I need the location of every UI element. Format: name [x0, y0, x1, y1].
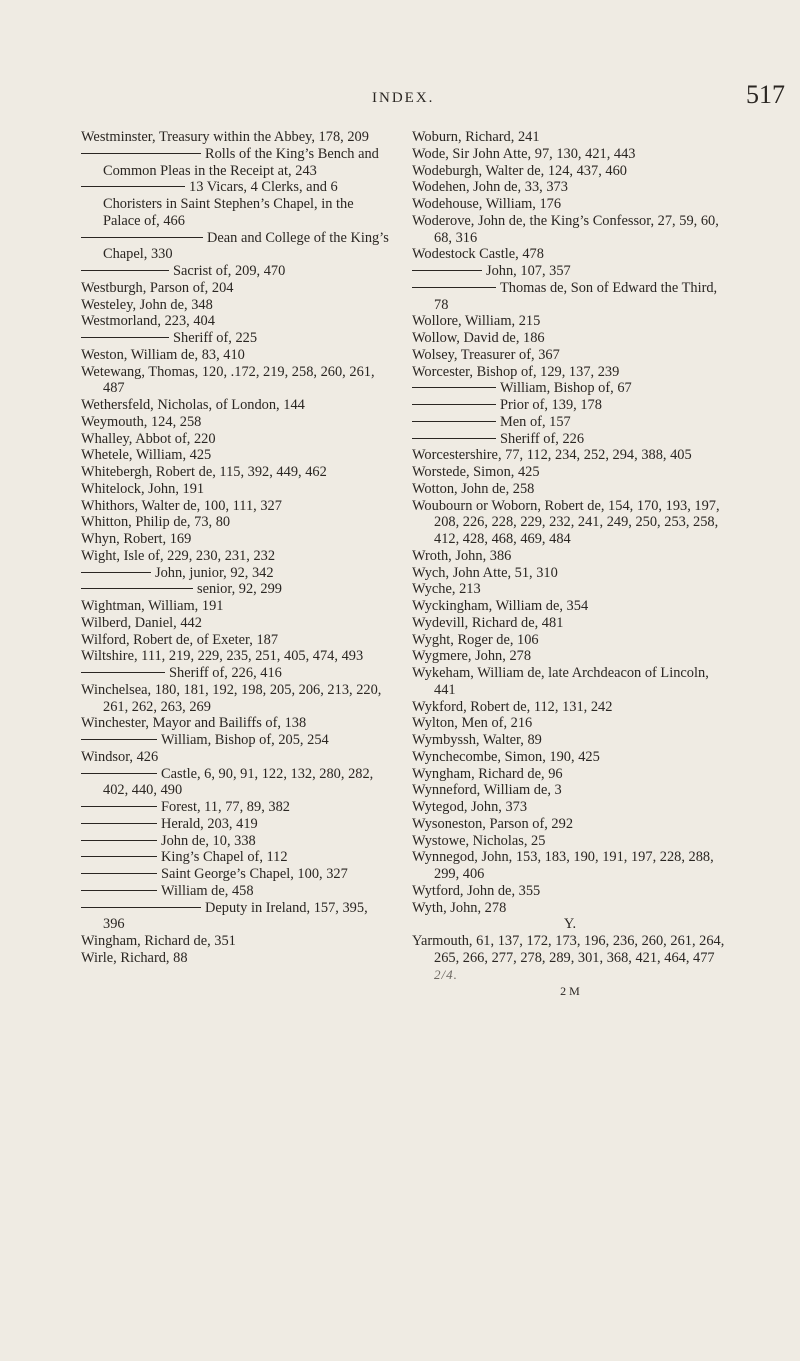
entry-text: Wytford, John de, 355 — [412, 882, 541, 899]
index-subentry — [81, 230, 389, 264]
entry-text: Whitebergh, Robert de, 115, 392, 449, 462 — [81, 464, 327, 480]
index-subentry — [412, 397, 728, 414]
entry-text: Worstede, Simon, 425 — [412, 464, 540, 480]
index-entry — [81, 129, 389, 146]
entry-text: Wetewang, Thomas, 120, .172, 219, 258, 260, 261, 487 — [81, 363, 375, 397]
index-subentry — [81, 766, 389, 800]
entry-text: Sheriff of, 225 — [173, 330, 258, 346]
entry-text: Wymbyssh, Walter, 89 — [412, 732, 542, 748]
entry-text: Wylton, Men of, 216 — [412, 715, 533, 732]
entry-text: Whitelock, John, 191 — [81, 480, 205, 497]
entry-text: Sheriff of, 226 — [500, 430, 585, 447]
ditto-rule — [81, 588, 193, 589]
index-entry — [412, 481, 728, 498]
entry-text: Wight, Isle of, 229, 230, 231, 232 — [81, 547, 276, 564]
entry-text: Saint George’s Chapel, 100, 327 — [161, 866, 348, 882]
entry-text: Whalley, Abbot of, 220 — [81, 430, 216, 447]
entry-text: Wyth, John, 278 — [412, 899, 507, 916]
index-subentry — [81, 900, 389, 934]
index-entry — [412, 665, 728, 699]
index-entry — [412, 816, 728, 833]
entry-text: Woubourn or Woborn, Robert de, 154, 170, 193, 197, 208, 226, 228, 229, 232, 241, 249, 250, 253, 258, 412, 428, 468, 469, 484 — [412, 497, 720, 547]
index-entry — [412, 246, 728, 263]
index-subentry — [81, 816, 389, 833]
index-subentry — [412, 280, 728, 314]
entry-text: Y. — [563, 916, 577, 933]
entry-text: 13 Vicars, 4 Clerks, and 6 Choristers in Saint Stephen’s Chapel, in the Palace of, 466 — [103, 179, 354, 229]
ditto-rule — [412, 404, 496, 405]
ditto-rule — [81, 572, 151, 573]
index-entry — [412, 883, 728, 900]
ditto-rule — [412, 287, 496, 288]
entry-text: Worcestershire, 77, 112, 234, 252, 294, 388, 405 — [412, 447, 692, 464]
entry-text: Westminster, Treasury within the Abbey, 178, 209 — [81, 129, 369, 145]
ditto-rule — [81, 890, 157, 891]
ditto-rule — [81, 873, 157, 874]
entry-text: John, 107, 357 — [486, 263, 571, 279]
ditto-rule — [81, 739, 157, 740]
page-number: 517 — [746, 80, 785, 109]
entry-text: Winchelsea, 180, 181, 192, 198, 205, 206, 213, 220, 261, 262, 263, 269 — [81, 681, 382, 715]
entry-text: Wodeburgh, Walter de, 124, 437, 460 — [412, 162, 627, 179]
entry-text: Woderove, John de, the King’s Confessor, 27, 59, 60, 68, 316 — [412, 212, 719, 246]
index-entry — [81, 397, 389, 414]
entry-text: William de, 458 — [161, 882, 254, 899]
index-entry — [412, 782, 728, 799]
index-subentry — [81, 866, 389, 883]
index-subentry — [81, 581, 389, 598]
entry-text: Men of, 157 — [500, 413, 571, 430]
entry-text: Wollore, William, 215 — [412, 313, 541, 330]
entry-text: Wolsey, Treasurer of, 367 — [412, 346, 560, 363]
index-entry — [81, 682, 389, 716]
index-subentry — [412, 431, 728, 448]
index-entry — [81, 615, 389, 632]
entry-text: Whithors, Walter de, 100, 111, 327 — [81, 497, 282, 514]
ditto-rule — [81, 672, 165, 673]
index-entry — [81, 280, 389, 297]
entry-text: William, Bishop of, 205, 254 — [161, 732, 329, 748]
index-subentry — [81, 665, 389, 682]
signature-mark — [412, 983, 728, 1000]
entry-text: Prior of, 139, 178 — [500, 397, 602, 413]
index-entry — [81, 464, 389, 481]
index-entry — [81, 347, 389, 364]
ditto-rule — [412, 387, 496, 388]
index-entry — [81, 297, 389, 314]
index-subentry — [81, 799, 389, 816]
entry-text: King’s Chapel of, 112 — [161, 849, 288, 866]
index-column-left — [81, 129, 389, 967]
entry-text: Westburgh, Parson of, 204 — [81, 279, 234, 296]
entry-text: Wilford, Robert de, of Exeter, 187 — [81, 631, 279, 648]
entry-text: Westmorland, 223, 404 — [81, 313, 215, 330]
entry-text: Wiltshire, 111, 219, 229, 235, 251, 405, 474, 493 — [81, 648, 364, 665]
entry-text: Wynneford, William de, 3 — [412, 782, 562, 799]
handwritten-note: 2/4. — [434, 966, 458, 982]
entry-text: Wytegod, John, 373 — [412, 799, 528, 815]
index-entry — [412, 213, 728, 247]
ditto-rule — [81, 823, 157, 824]
entry-text: Yarmouth, 61, 137, 172, 173, 196, 236, 260, 261, 264, 265, 266, 277, 278, 289, 301, 368, 421, 464, 477 — [412, 933, 725, 966]
ditto-rule — [81, 337, 169, 338]
entry-text: Wirle, Richard, 88 — [81, 949, 188, 966]
entry-text: Weston, William de, 83, 410 — [81, 346, 245, 363]
ditto-rule — [81, 856, 157, 857]
ditto-rule — [81, 186, 185, 187]
index-entry — [412, 766, 728, 783]
index-entry — [412, 799, 728, 816]
entry-text: John, junior, 92, 342 — [155, 564, 274, 581]
entry-text: Wodehouse, William, 176 — [412, 196, 562, 212]
index-entry — [81, 414, 389, 431]
ditto-rule — [81, 907, 201, 908]
index-subentry — [81, 146, 389, 180]
index-entry — [412, 464, 728, 481]
index-entry — [412, 146, 728, 163]
entry-text: Wynnegod, John, 153, 183, 190, 191, 197, 228, 288, 299, 406 — [412, 849, 714, 882]
index-subentry — [412, 263, 728, 280]
index-subentry — [81, 883, 389, 900]
index-entry — [412, 330, 728, 347]
index-entry — [412, 548, 728, 565]
index-subentry — [81, 565, 389, 582]
entry-text: Winchester, Mayor and Bailiffs of, 138 — [81, 715, 307, 732]
entry-text: Windsor, 426 — [81, 748, 159, 765]
entry-text: Whitton, Philip de, 73, 80 — [81, 514, 231, 531]
index-entry — [81, 933, 389, 950]
index-entry — [412, 715, 728, 732]
index-entry — [412, 347, 728, 364]
entry-text: Woburn, Richard, 241 — [412, 129, 540, 145]
ditto-rule — [81, 840, 157, 841]
index-entry — [412, 632, 728, 649]
entry-text: Wilberd, Daniel, 442 — [81, 614, 202, 631]
ditto-rule — [81, 773, 157, 774]
ditto-rule — [412, 438, 496, 439]
entry-text: Wodehen, John de, 33, 373 — [412, 179, 568, 196]
entry-text: Sacrist of, 209, 470 — [173, 263, 286, 279]
index-subentry — [81, 263, 389, 280]
entry-text: Sheriff of, 226, 416 — [169, 665, 282, 681]
entry-text: John de, 10, 338 — [161, 832, 256, 849]
index-entry — [81, 648, 389, 665]
entry-text: Whetele, William, 425 — [81, 447, 212, 464]
index-entry — [412, 196, 728, 213]
index-entry — [412, 447, 728, 464]
index-entry — [81, 715, 389, 732]
entry-text: Westeley, John de, 348 — [81, 296, 213, 313]
index-entry — [412, 581, 728, 598]
ditto-rule — [81, 806, 157, 807]
index-entry — [81, 514, 389, 531]
index-entry — [412, 179, 728, 196]
index-entry — [81, 498, 389, 515]
index-entry — [412, 900, 728, 917]
entry-text: Wysoneston, Parson of, 292 — [412, 815, 574, 832]
index-entry — [81, 431, 389, 448]
index-entry — [412, 615, 728, 632]
entry-text: Wroth, John, 386 — [412, 547, 512, 564]
index-entry — [81, 364, 389, 398]
index-entry — [412, 749, 728, 766]
index-entry — [412, 833, 728, 850]
index-entry — [412, 648, 728, 665]
index-subentry — [81, 179, 389, 229]
entry-text: Wyngham, Richard de, 96 — [412, 765, 563, 782]
index-subentry — [81, 849, 389, 866]
entry-text: Wykford, Robert de, 112, 131, 242 — [412, 698, 613, 715]
page-header — [0, 76, 800, 110]
index-entry — [81, 313, 389, 330]
entry-text: Wystowe, Nicholas, 25 — [412, 832, 546, 849]
index-entry — [81, 950, 389, 967]
entry-text: Forest, 11, 77, 89, 382 — [161, 799, 290, 815]
index-subentry — [412, 380, 728, 397]
index-entry — [412, 498, 728, 548]
index-subentry — [81, 330, 389, 347]
entry-text: 2 M — [560, 984, 580, 999]
ditto-rule — [412, 421, 496, 422]
entry-text: Wethersfeld, Nicholas, of London, 144 — [81, 397, 305, 413]
ditto-rule — [81, 237, 203, 238]
ditto-rule — [81, 153, 201, 154]
entry-text: Wych, John Atte, 51, 310 — [412, 564, 558, 581]
entry-text: Wygmere, John, 278 — [412, 648, 532, 665]
index-entry — [81, 548, 389, 565]
entry-text: Wydevill, Richard de, 481 — [412, 614, 564, 631]
index-entry — [412, 565, 728, 582]
entry-text: Wode, Sir John Atte, 97, 130, 421, 443 — [412, 145, 636, 162]
index-entry — [412, 163, 728, 180]
entry-text: Wyche, 213 — [412, 581, 481, 598]
index-entry — [412, 313, 728, 330]
entry-text: Wyght, Roger de, 106 — [412, 631, 539, 648]
entry-text: Wightman, William, 191 — [81, 598, 224, 614]
index-column-right — [412, 129, 728, 1000]
index-entry — [81, 481, 389, 498]
index-entry — [81, 598, 389, 615]
index-entry — [412, 933, 728, 983]
entry-text: Rolls of the King’s Bench and Common Pleas in the Receipt at, 243 — [103, 145, 379, 179]
entry-text: Deputy in Ireland, 157, 395, 396 — [103, 899, 368, 933]
entry-text: senior, 92, 299 — [197, 581, 282, 598]
index-entry — [412, 849, 728, 883]
entry-text: Wyckingham, William de, 354 — [412, 598, 589, 614]
index-entry — [412, 598, 728, 615]
index-subentry — [412, 414, 728, 431]
entry-text: Dean and College of the King’s Chapel, 330 — [103, 229, 389, 263]
entry-text: Weymouth, 124, 258 — [81, 413, 202, 430]
index-entry — [81, 447, 389, 464]
entry-text: Worcester, Bishop of, 129, 137, 239 — [412, 363, 620, 380]
entry-text: Herald, 203, 419 — [161, 815, 258, 832]
index-entry — [81, 749, 389, 766]
entry-text: Thomas de, Son of Edward the Third, 78 — [434, 279, 718, 313]
entry-text: Wodestock Castle, 478 — [412, 246, 544, 263]
entry-text: Wykeham, William de, late Archdeacon of Lincoln, 441 — [412, 665, 709, 698]
running-head: INDEX. — [372, 90, 435, 106]
entry-text: William, Bishop of, 67 — [500, 380, 632, 397]
entry-text: Wotton, John de, 258 — [412, 480, 535, 497]
index-entry — [412, 129, 728, 146]
index-entry — [412, 364, 728, 381]
index-entry — [81, 632, 389, 649]
entry-text: Wingham, Richard de, 351 — [81, 933, 236, 949]
ditto-rule — [81, 270, 169, 271]
index-subentry — [81, 833, 389, 850]
index-entry — [412, 732, 728, 749]
entry-text: Castle, 6, 90, 91, 122, 132, 280, 282, 402, 440, 490 — [103, 765, 374, 799]
entry-text: Wollow, David de, 186 — [412, 330, 545, 346]
index-subentry — [81, 732, 389, 749]
letter-heading — [412, 916, 728, 933]
ditto-rule — [412, 270, 482, 271]
index-entry — [412, 699, 728, 716]
entry-text: Wynchecombe, Simon, 190, 425 — [412, 748, 600, 765]
index-entry — [81, 531, 389, 548]
entry-text: Whyn, Robert, 169 — [81, 531, 192, 547]
